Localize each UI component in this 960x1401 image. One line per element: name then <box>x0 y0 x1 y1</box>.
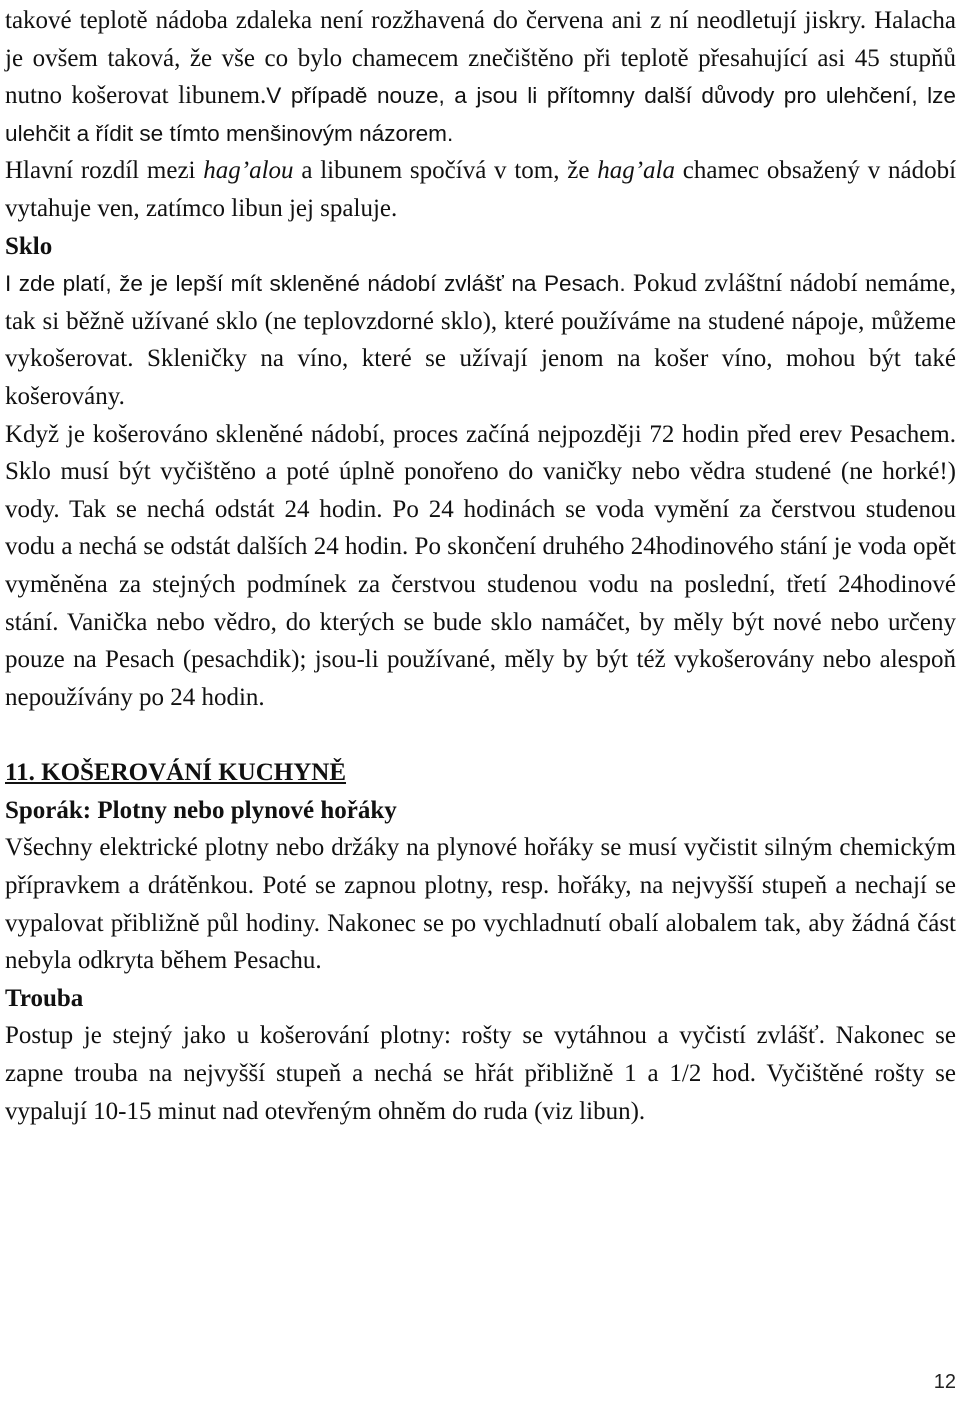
difference-text-1: Hlavní rozdíl mezi <box>5 157 204 185</box>
paragraph-sklo-2: Když je košerováno skleněné nádobí, proces začíná nejpozději 72 hodin před erev Pesachem. Sklo musí být vyčištěno a poté úplně ponořeno do vaničky nebo vědra studené (ne horké!) vody. Tak se nechá odstát 24 hodin. Po 24 hodinách se voda vymění za čerstvou studenou vodu a nechá se odstát dalších 24 hodin. Po skončení druhého 24hodinového stání je voda opět vyměněna za stejných podmínek za čerstvou studenou vodu na poslední, třetí 24hodinové stání. Vanička nebo vědro, do kterých se bude sklo namáčet, by měly být nové nebo určeny pouze na Pesach (pesachdik); jsou-li používané, měly by být též vykošerovány nebo alespoň nepoužívány po 24 hodin. <box>5 420 956 711</box>
paragraph-sklo-1 <box>5 265 956 415</box>
page-number: 12 <box>933 1371 956 1393</box>
sklo-text: Pokud zvláštní nádobí nemáme, tak si běžně užívané sklo (ne teplovzdorné sklo), které používáme na studené nápoje, můžeme vykošerovat. Skleničky na víno, které se užívají jenom na košer víno, mohou být také košerovány. <box>5 270 956 410</box>
difference-text-2: a libunem spočívá v tom, že <box>293 157 598 185</box>
paragraph-difference <box>5 152 956 227</box>
paragraph-intro <box>5 2 956 152</box>
term-hagala-1: hag’alou <box>203 157 294 185</box>
heading-sporak: Sporák: Plotny nebo plynové hořáky <box>5 796 397 824</box>
term-hagala-2: hag’ala <box>597 157 676 185</box>
heading-sklo: Sklo <box>5 232 53 260</box>
intro-text: takové teplotě nádoba zdaleka není rozžhavená do červena ani z ní neodletují jiskry. Halacha je ovšem taková, že vše co bylo chamecem znečištěno při teplotě přesahující asi 45 stupňů nutno košerovat libunem. <box>5 7 956 110</box>
paragraph-sporak: Všechny elektrické plotny nebo držáky na plynové hořáky se musí vyčistit silným chemickým přípravkem a drátěnkou. Poté se zapnou plotny, resp. hořáky, na nejvyšší stupeň a nechají se vypalovat přibližně půl hodiny. Nakonec se po vychladnutí obalí alobalem tak, aby žádná část nebyla odkryta během Pesachu. <box>5 834 956 975</box>
section-spacer <box>5 716 956 754</box>
paragraph-trouba: Postup je stejný jako u košerování plotny: rošty se vytáhnou a vyčistí zvlášť. Nakonec se zapne trouba na nejvyšší stupeň a nechá se hřát přibližně 1 a 1/2 hod. Vyčištěné rošty se vypalují 10-15 minut nad otevřeným ohněm do ruda (viz libun). <box>5 1022 956 1125</box>
difference-text-3: chamec obsažený v nádobí vytahuje ven, zatímco libun jej spaluje. <box>5 157 957 222</box>
chapter-title: 11. KOŠEROVÁNÍ KUCHYNĚ <box>5 759 347 787</box>
intro-text-sans: V případě nouze, a jsou li přítomny další důvody pro ulehčení, lze ulehčit a řídit se tímto menšinovým názorem. <box>5 83 956 146</box>
sklo-text-sans: I zde platí, že je lepší mít skleněné nádobí zvlášť na Pesach. <box>5 271 626 297</box>
heading-trouba: Trouba <box>5 984 84 1012</box>
